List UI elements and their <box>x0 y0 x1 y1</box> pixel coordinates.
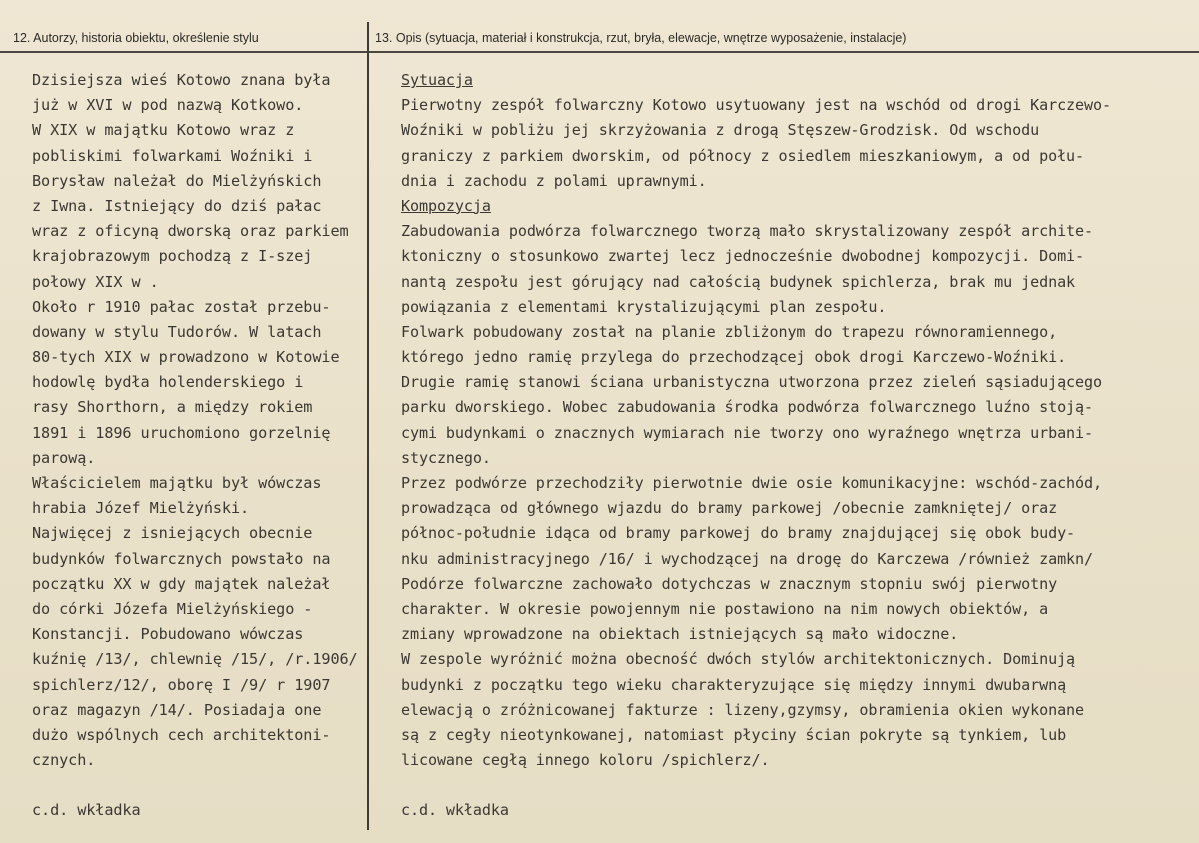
text-line: rasy Shorthorn, a między rokiem <box>32 398 313 417</box>
text-line: parową. <box>32 448 96 467</box>
text-line: parku dworskiego. Wobec zabudowania środka podwórza folwarcznego luźno stoją- <box>401 398 1094 417</box>
description-column <box>401 68 1191 824</box>
text-line: Właścicielem majątku był wówczas <box>32 474 322 492</box>
text-line: kuźnię /13/, chlewnię /15/, /r.1906/ <box>32 650 358 669</box>
text-line: Podórze folwarczne zachowało dotychczas w znacznym stopniu swój pierwotny <box>401 574 1058 593</box>
text-line: wraz z oficyną dworską oraz parkiem <box>32 222 349 241</box>
text-line: początku XX w gdy majątek należał <box>32 574 331 593</box>
text-line: spichlerz/12/, oborę I /9/ r 1907 <box>32 675 331 694</box>
text-line: połowy XIX w . <box>32 272 159 291</box>
text-line: cymi budynkami o znacznych wymiarach nie tworzy ono wyraźnego wnętrza urbani- <box>401 423 1094 442</box>
text-line: licowane cegłą innego koloru /spichlerz/. <box>401 751 770 770</box>
text-line: graniczy z parkiem dworskim, od północy z osiedlem mieszkaniowym, a od połu- <box>401 146 1085 165</box>
text-line: pobliskimi folwarkami Woźniki i <box>32 146 313 165</box>
text-line: W zespole wyróżnić można obecność dwóch stylów architektonicznych. Dominują <box>401 650 1076 669</box>
text-line: ktoniczny o stosunkowo zwartej lecz jednocześnie dwobodnej kompozycji. Domi- <box>401 247 1085 266</box>
text-line: hodowlę bydła holenderskiego i <box>32 373 304 392</box>
text-line: już w XVI w pod nazwą Kotkowo. <box>32 96 304 115</box>
header-divider <box>0 51 1199 53</box>
text-line: Najwięcej z isniejących obecnie <box>32 524 313 543</box>
text-line: Drugie ramię stanowi ściana urbanistyczna utworzona przez zieleń sąsiadującego <box>401 373 1103 392</box>
composition-heading: Kompozycja <box>401 196 491 215</box>
continuation-note: c.d. wkładka <box>32 801 141 820</box>
column-divider <box>367 22 369 830</box>
text-line: Folwark pobudowany został na planie zbliżonym do trapezu równoramiennego, <box>401 322 1058 341</box>
text-line: północ-południe idąca od bramy parkowej do bramy znajdującej się obok budy- <box>401 524 1076 543</box>
text-line: Borysław należał do Mielżyńskich <box>32 171 322 190</box>
text-line: 80-tych XIX w prowadzono w Kotowie <box>32 348 340 367</box>
text-line <box>32 773 366 798</box>
text-line: charakter. W okresie powojennym nie postawiono na nim nowych obiektów, a <box>401 599 1049 618</box>
text-line: nku administracyjnego /16/ i wychodzącej na drogę do Karczewa /również zamkn/ <box>401 549 1094 568</box>
text-line: hrabia Józef Mielżyński. <box>32 499 250 518</box>
text-line: dowany w stylu Tudorów. W latach <box>32 322 322 341</box>
text-line: do córki Józefa Mielżyńskiego - <box>32 599 313 618</box>
text-line: którego jedno ramię przylega do przechodzącej obok drogi Karczewo-Woźniki. <box>401 348 1067 367</box>
text-line: budynków folwarcznych powstało na <box>32 549 331 568</box>
text-line: Woźniki w pobliżu jej skrzyżowania z drogą Stęszew-Grodzisk. Od wschodu <box>401 121 1040 140</box>
text-line: krajobrazowym pochodzą z I-szej <box>32 247 313 266</box>
text-line: prowadząca od głównego wjazdu do bramy parkowej /obecnie zamkniętej/ oraz <box>401 499 1058 518</box>
text-line: stycznego. <box>401 448 491 467</box>
text-line: Przez podwórze przechodziły pierwotnie dwie osie komunikacyjne: wschód-zachód, <box>401 474 1103 492</box>
text-line: 1891 i 1896 uruchomiono gorzelnię <box>32 423 331 442</box>
continuation-note: c.d. wkładka <box>401 801 509 820</box>
text-line: Zabudowania podwórza folwarcznego tworzą mało skrystalizowany zespół archite- <box>401 222 1094 241</box>
text-line: Pierwotny zespół folwarczny Kotowo usytuowany jest na wschód od drogi Karczewo- <box>401 96 1111 115</box>
text-line: Konstancji. Pobudowano wówczas <box>32 625 304 644</box>
text-line: nantą zespołu jest górujący nad całością budynek spichlerza, brak mu jednak <box>401 272 1076 291</box>
spacer <box>401 773 1191 798</box>
text-line: Dzisiejsza wieś Kotowo znana była <box>32 71 331 89</box>
section-12-header: 12. Autorzy, historia obiektu, określenie stylu <box>13 31 259 45</box>
situation-heading: Sytuacja <box>401 71 473 89</box>
text-line: oraz magazyn /14/. Posiadaja one <box>32 700 322 719</box>
text-line: z Iwna. Istniejący do dziś pałac <box>32 196 322 215</box>
history-column <box>32 68 366 824</box>
text-line: zmiany wprowadzone na obiektach istniejących są mało widoczne. <box>401 625 959 644</box>
text-line: cznych. <box>32 751 96 770</box>
text-line: elewacją o zróżnicowanej fakturze : lizeny,gzymsy, obramienia okien wykonane <box>401 700 1085 719</box>
text-line: są z cegły nieotynkowanej, natomiast płyciny ścian pokryte są tynkiem, lub <box>401 725 1067 744</box>
section-13-header: 13. Opis (sytuacja, materiał i konstrukcja, rzut, bryła, elewacje, wnętrze wyposażenie, instalacje) <box>375 31 907 45</box>
text-line: dużo wspólnych cech architektoni- <box>32 725 331 744</box>
text-line: W XIX w majątku Kotowo wraz z <box>32 121 295 140</box>
text-line: budynki z początku tego wieku charakteryzujące się między innymi dwubarwną <box>401 675 1067 694</box>
text-line: powiązania z elementami krystalizującymi plan zespołu. <box>401 297 887 316</box>
text-line: Około r 1910 pałac został przebu- <box>32 297 331 316</box>
text-line: dnia i zachodu z polami uprawnymi. <box>401 171 707 190</box>
